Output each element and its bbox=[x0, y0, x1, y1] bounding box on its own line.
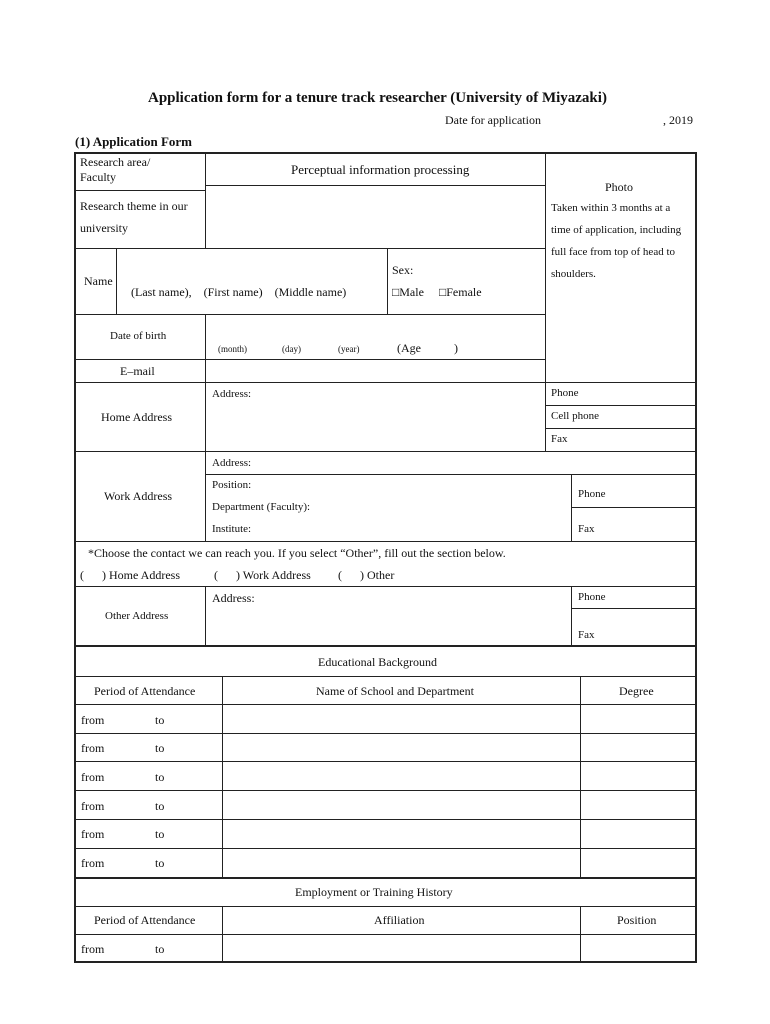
employment-row-1-from: from bbox=[81, 942, 105, 956]
other-fax-label: Fax bbox=[578, 629, 595, 641]
research-theme-field[interactable] bbox=[206, 186, 545, 248]
contact-note: *Choose the contact we can reach you. If you select “Other”, fill out the section below. bbox=[88, 546, 506, 560]
education-col-period: Period of Attendance bbox=[94, 684, 196, 698]
research-area-label: Research area/ Faculty bbox=[80, 155, 151, 184]
work-department-field[interactable]: Department (Faculty): bbox=[212, 501, 311, 513]
date-label: Date for application bbox=[445, 113, 541, 127]
education-row-6-to: to bbox=[155, 856, 165, 870]
employment-title: Employment or Training History bbox=[295, 885, 453, 899]
other-phone-label: Phone bbox=[578, 591, 606, 603]
education-row-3-from: from bbox=[81, 770, 105, 784]
email-label: E–mail bbox=[120, 364, 155, 378]
education-row-4-to: to bbox=[155, 799, 165, 813]
home-phone-label: Phone bbox=[551, 387, 579, 399]
employment-col-period: Period of Attendance bbox=[94, 913, 196, 927]
photo-title: Photo bbox=[605, 180, 634, 194]
education-box bbox=[74, 646, 697, 879]
photo-line-3: full face from top of head to bbox=[551, 246, 676, 258]
contact-home-option[interactable]: ( ) Home Address bbox=[80, 568, 180, 582]
education-row-3-to: to bbox=[155, 770, 165, 784]
research-area-value: Perceptual information processing bbox=[291, 162, 470, 177]
name-label: Name bbox=[84, 274, 113, 288]
contact-work-option[interactable]: ( ) Work Address bbox=[214, 568, 311, 582]
education-col-degree: Degree bbox=[619, 684, 654, 698]
home-address-field[interactable]: Address: bbox=[212, 388, 252, 400]
dob-year: (year) bbox=[338, 344, 360, 354]
employment-col-affiliation: Affiliation bbox=[374, 913, 425, 927]
home-address-label: Home Address bbox=[101, 410, 172, 424]
sex-label: Sex: bbox=[392, 263, 414, 277]
work-position-field[interactable]: Position: bbox=[212, 479, 252, 491]
work-institute-field[interactable]: Institute: bbox=[212, 523, 252, 535]
research-theme-label-2: university bbox=[80, 221, 128, 235]
employment-col-position: Position bbox=[617, 913, 657, 927]
research-theme-label: Research theme in our bbox=[80, 199, 188, 213]
other-address-field[interactable]: Address: bbox=[212, 591, 255, 605]
male-checkbox[interactable]: □Male bbox=[392, 285, 424, 299]
other-address-label: Other Address bbox=[105, 610, 169, 622]
dob-day: (day) bbox=[282, 344, 301, 354]
dob-label: Date of birth bbox=[110, 330, 167, 342]
photo-line-4: shoulders. bbox=[551, 268, 596, 280]
contact-other-option[interactable]: ( ) Other bbox=[338, 568, 395, 582]
age-field: (Age ) bbox=[397, 341, 458, 355]
email-field[interactable] bbox=[207, 361, 544, 381]
work-address-field[interactable]: Address: bbox=[212, 457, 252, 469]
female-checkbox[interactable]: □Female bbox=[439, 285, 482, 299]
education-row-1-from: from bbox=[81, 713, 105, 727]
page-title: Application form for a tenure track researcher (University of Miyazaki) bbox=[148, 90, 607, 106]
education-row-1-to: to bbox=[155, 713, 165, 727]
dob-month: (month) bbox=[218, 344, 247, 354]
work-phone-label: Phone bbox=[578, 488, 606, 500]
education-row-2-to: to bbox=[155, 741, 165, 755]
employment-row-1-to: to bbox=[155, 942, 165, 956]
photo-line-1: Taken within 3 months at a bbox=[551, 202, 671, 214]
education-row-2-from: from bbox=[81, 741, 105, 755]
home-fax-label: Fax bbox=[551, 433, 568, 445]
section-title: (1) Application Form bbox=[75, 134, 192, 149]
work-address-label: Work Address bbox=[104, 489, 173, 503]
education-title: Educational Background bbox=[318, 655, 437, 669]
home-cell-label: Cell phone bbox=[551, 410, 599, 422]
work-fax-label: Fax bbox=[578, 523, 595, 535]
education-row-5-to: to bbox=[155, 827, 165, 841]
education-row-4-from: from bbox=[81, 799, 105, 813]
year-label: , 2019 bbox=[663, 113, 693, 127]
name-parts: (Last name), (First name) (Middle name) bbox=[131, 285, 347, 299]
education-row-6-from: from bbox=[81, 856, 105, 870]
education-row-5-from: from bbox=[81, 827, 105, 841]
education-col-school: Name of School and Department bbox=[316, 684, 474, 698]
photo-line-2: time of application, including bbox=[551, 224, 682, 236]
